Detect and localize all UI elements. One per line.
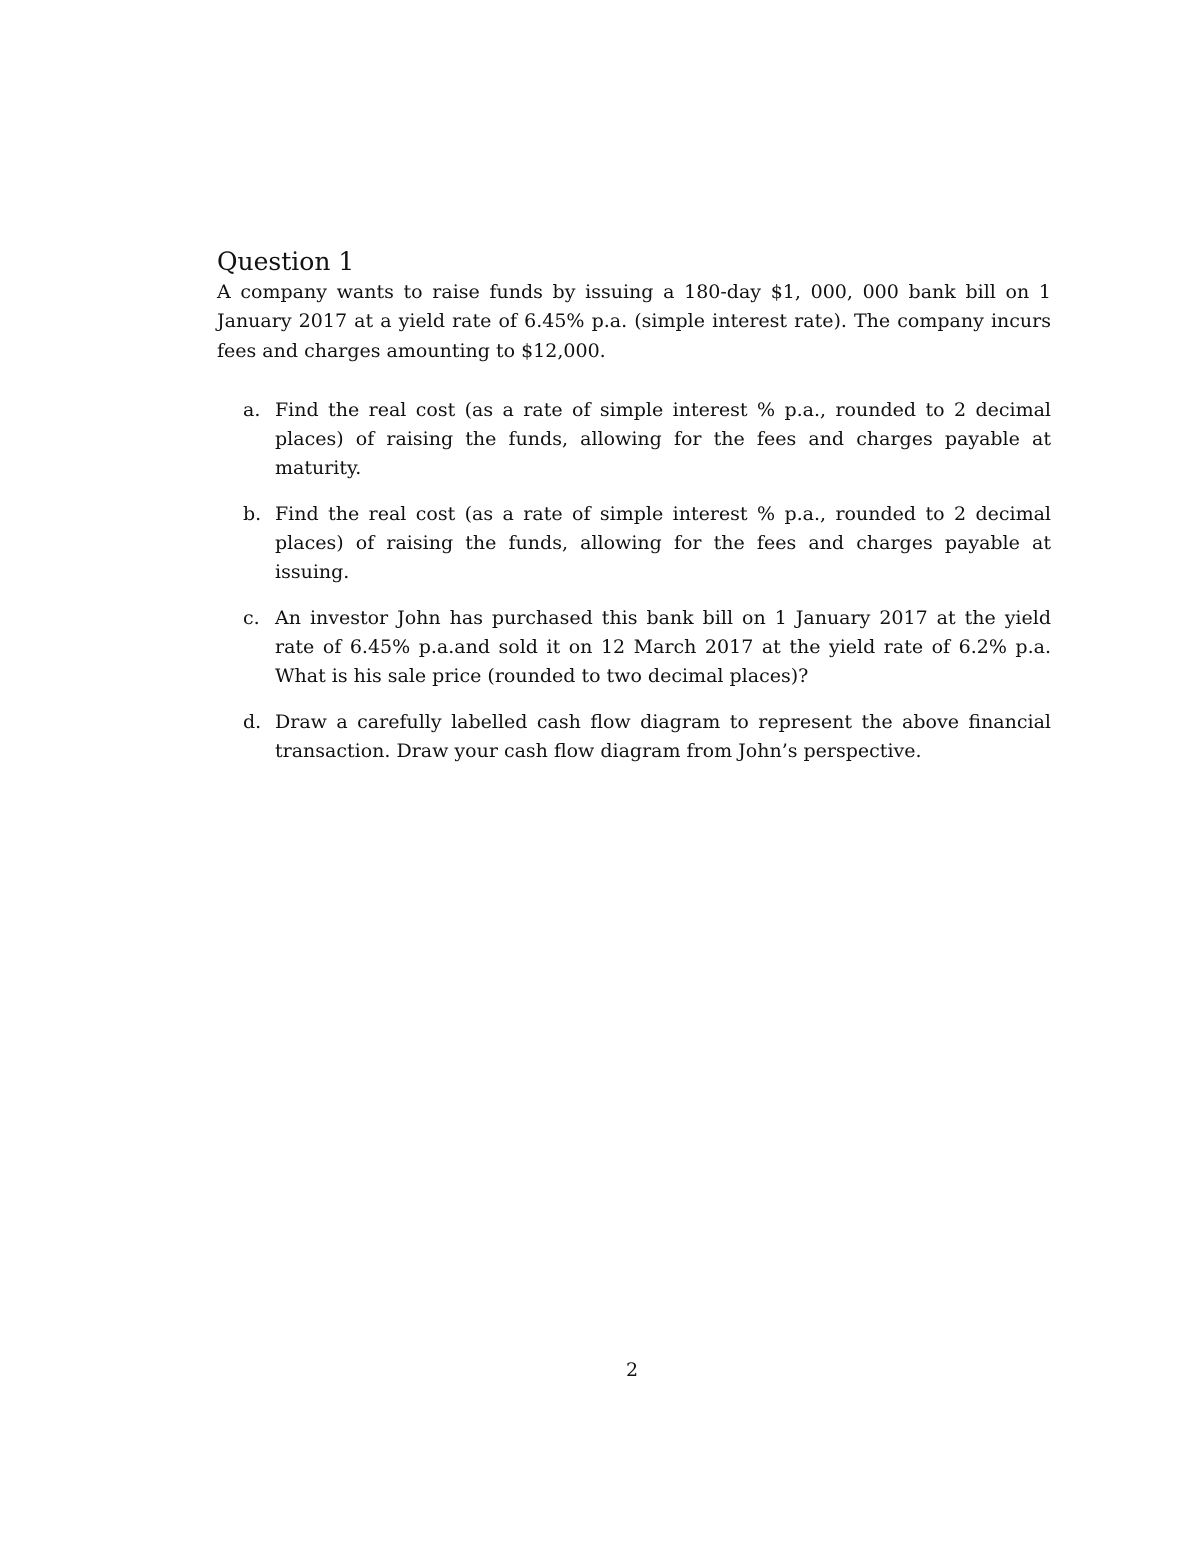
question-title: Question 1 bbox=[217, 247, 355, 276]
part-text: Find the real cost (as a rate of simple interest % p.a., rounded to 2 decimal places) of raising the funds, allowing for the fees and charges payable at maturity. bbox=[275, 398, 1051, 480]
part-text: Draw a carefully labelled cash flow diagram to represent the above financial transaction. Draw your cash flow diagram from John’s perspective. bbox=[275, 710, 1051, 762]
question-part-b bbox=[217, 500, 1051, 588]
question-part-a bbox=[217, 396, 1051, 484]
question-part-d bbox=[217, 708, 1051, 767]
question-intro: A company wants to raise funds by issuing a 180-day $1, 000, 000 bank bill on 1 January 2017 at a yield rate of 6.45% p.a. (simple interest rate). The company incurs fees and charges amounting to $12,000. bbox=[217, 281, 1051, 362]
question-part-c bbox=[217, 604, 1051, 692]
part-label: d. bbox=[243, 710, 262, 733]
part-label: c. bbox=[243, 606, 260, 629]
part-text: An investor John has purchased this bank bill on 1 January 2017 at the yield rate of 6.45% p.a.and sold it on 12 March 2017 at the yield rate of 6.2% p.a. What is his sale price (rounded to two decimal places)? bbox=[275, 606, 1051, 688]
page-number: 2 bbox=[625, 1359, 639, 1381]
part-text: Find the real cost (as a rate of simple interest % p.a., rounded to 2 decimal places) of raising the funds, allowing for the fees and charges payable at issuing. bbox=[275, 502, 1051, 584]
part-label: b. bbox=[243, 502, 262, 525]
part-label: a. bbox=[243, 398, 261, 421]
question-block bbox=[217, 246, 1051, 782]
question-parts-list bbox=[217, 396, 1051, 766]
